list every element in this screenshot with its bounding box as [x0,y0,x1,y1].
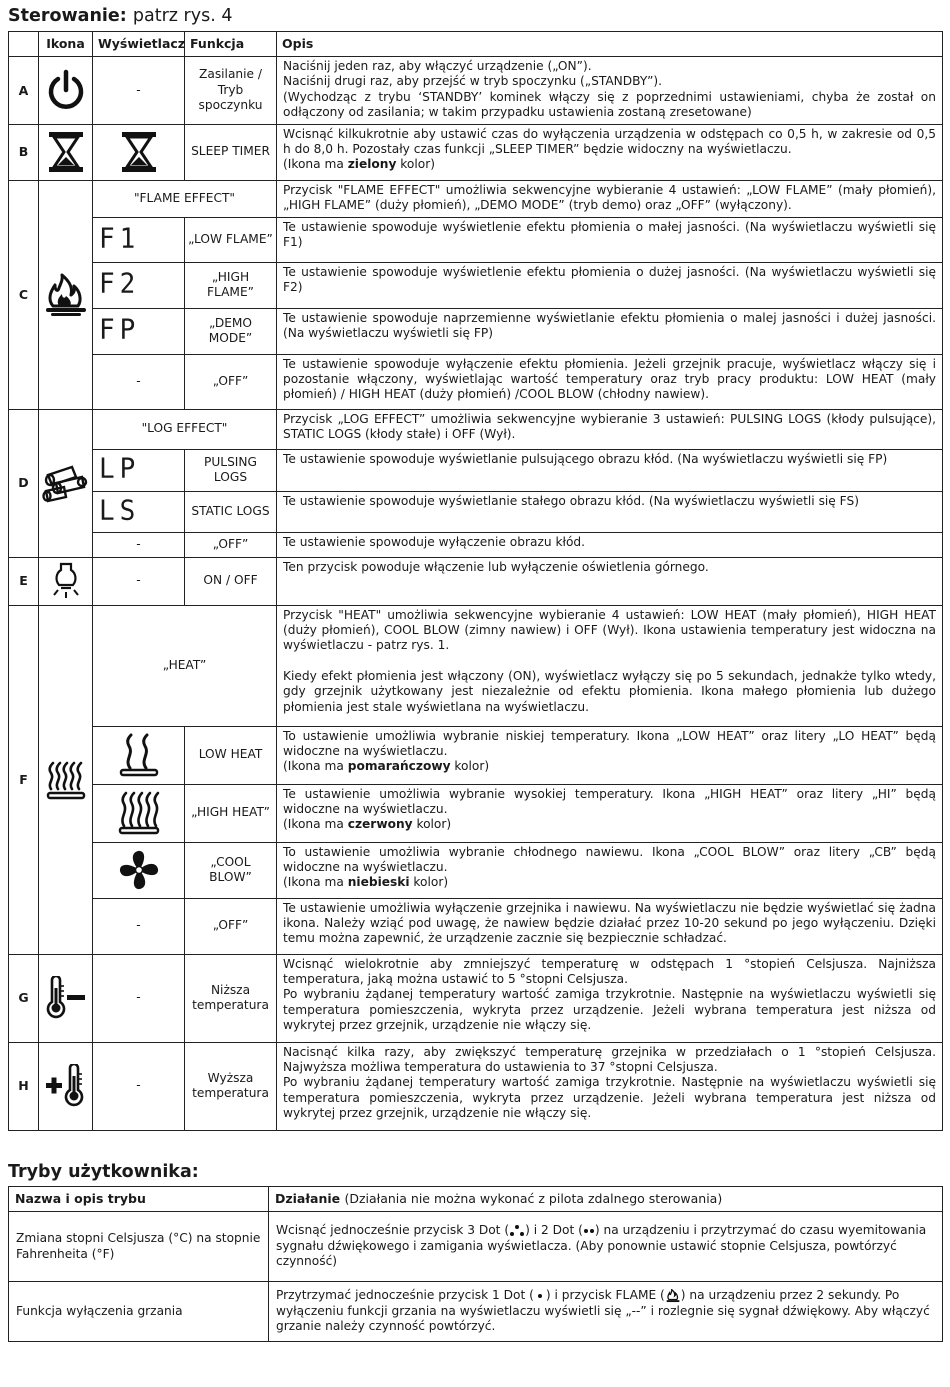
display-value: F2 [93,261,185,309]
function-label: „HIGH HEAT” [185,784,277,842]
description: To ustawienie umożliwia wybranie chłodnego nawiewu. Ikona „COOL BLOW” oraz litery „CB” będą widoczne na wyświetlaczu. (Ikona ma niebieski kolor) [277,842,943,898]
row-d-lp [9,449,943,491]
mode-row-heat-off [9,1282,943,1342]
function-label: „DEMO MODE” [185,308,277,354]
description: Wcisnąć wielokrotnie aby zmniejszyć temperaturę w odstępach 1 °stopień Celsjusza. Najniższa temperatura, jaką można ustawić to 5 °stopni Celsjusza. Po wybraniu żądanej temperatury wartość zamiga trzykrotnie. Następnie na wyświetlaczu wyświetli się temperatura pomieszczenia, wykryta przez urządzenie. Jeżeli wybrana temperatura jest niższa od wykrytej przez grzejnik, urządzenie nie włączy się. [277,954,943,1042]
three-dot-icon [509,1225,525,1237]
display-value: - [93,354,185,409]
modes-heading: Tryby użytkownika: [8,1162,199,1182]
row-d-ls [9,491,943,532]
display-value: - [93,1042,185,1130]
col-mode-name: Nazwa i opis trybu [9,1187,269,1212]
function-label: „OFF” [185,354,277,409]
description: Naciśnij jeden raz, aby włączyć urządzenie („ON”). Naciśnij drugi raz, aby przejść w tryb spoczynku („STANDBY”). (Wychodząc z trybu ‘STANDBY’ kominek włączy się z poprzednimi ustawieniami, chyba że został on odłączony od zasilania; w takim przypadku ustawienia zostaną zresetowane) [277,57,943,125]
display-value: - [93,557,185,605]
thermometer-plus-icon [39,1042,93,1130]
mode-name: Funkcja wyłączenia grzania [9,1282,269,1342]
row-c-fp [9,308,943,354]
controls-table [8,31,943,1131]
description: Te ustawienie spowoduje wyświetlenie efektu płomienia o małej jasności. (Na wyświetlaczu wyświetli się F1) [277,217,943,262]
description: To ustawienie umożliwia wybranie niskiej temperatury. Ikona „LOW HEAT” oraz litery „LO HEAT” będą widoczne na wyświetlaczu. (Ikona ma pomarańczowy kolor) [277,726,943,784]
row-d-title [9,409,943,449]
function-label: STATIC LOGS [185,491,277,532]
header-row [9,32,943,57]
mode-action: Przytrzymać jednocześnie przycisk 1 Dot ( ) i przycisk FLAME ( ) na urządzeniu przez 2 sekundy. Po wyłączeniu funkcji grzania na wyświetlaczu wyświetli się „--” i rozlegnie się sygnał dźwiękowy. Aby włączyć grzanie należy czynność powtórzyć. [269,1282,943,1342]
row-letter: B [9,124,39,180]
controls-heading: Sterowanie: patrz rys. 4 [8,6,233,26]
modes-header-row [9,1187,943,1212]
thermometer-minus-icon [39,954,93,1042]
heat-icon [39,605,93,954]
description: Te ustawienie spowoduje wyświetlanie stałego obrazu kłód. (Na wyświetlaczu wyświetli się FS) [277,491,943,532]
modes-table [8,1186,943,1342]
description: Te ustawienie spowoduje naprzemienne wyświetlanie efektu płomienia o malej jasności i dużej jasności. (Na wyświetlaczu wyświetli się FP) [277,308,943,354]
power-icon [39,57,93,125]
row-g [9,954,943,1042]
row-a [9,57,943,125]
function-label: „COOL BLOW” [185,842,277,898]
function-label: „HEAT” [93,605,277,726]
hourglass-icon [39,124,93,180]
row-d-off [9,532,943,557]
row-letter: E [9,557,39,605]
row-letter: D [9,409,39,557]
mode-action: Wcisnąć jednocześnie przycisk 3 Dot ( ) i 2 Dot ( ) na urządzeniu i przytrzymać do czasu wyemitowania sygnału dźwiękowego i zamigania wyświetlacza. (Aby ponownie ustawić stopnie Celsjusza, powtórzyć czynność) [269,1212,943,1282]
col-display: Wyświetlacz [93,32,185,57]
light-bulb-icon [39,557,93,605]
logs-icon [39,409,93,557]
row-f-high [9,784,943,842]
description: Przycisk "FLAME EFFECT" umożliwia sekwencyjne wybieranie 4 ustawień: „LOW FLAME” (mały płomień), „HIGH FLAME” (duży płomień), „DEMO MODE” (tryb demo) oraz „OFF” (wyłączony). [277,180,943,217]
description: Te ustawienie spowoduje wyłączenie efektu płomienia. Jeżeli grzejnik pracuje, wyświetlacz włączy się i pozostanie włączony, wyświetlając wartość temperatury oraz tryb pracy produktu: LOW HEAT (mały płomień) / HIGH HEAT (duży płomień) /COOL BLOW (chłodny nawiew). [277,354,943,409]
row-f-off [9,898,943,954]
row-letter: A [9,57,39,125]
row-c-title [9,180,943,217]
function-label: "LOG EFFECT" [93,409,277,449]
row-letter: G [9,954,39,1042]
description: Te ustawienie umożliwia wybranie wysokiej temperatury. Ikona „HIGH HEAT” oraz litery „HI” będą widoczne na wyświetlaczu. (Ikona ma czerwony kolor) [277,784,943,842]
function-label: "FLAME EFFECT" [93,180,277,217]
display-value: F1 [93,216,185,263]
hourglass-icon [93,124,185,180]
row-letter: F [9,605,39,954]
function-label: SLEEP TIMER [185,124,277,180]
flame-icon [665,1288,681,1302]
fan-icon [93,842,185,898]
high-heat-icon [93,784,185,842]
row-c-f1 [9,217,943,262]
row-e [9,557,943,605]
row-c-f2 [9,262,943,308]
description: Te ustawienie spowoduje wyświetlenie efektu płomienia o dużej jasności. (Na wyświetlaczu wyświetli się F2) [277,262,943,308]
one-dot-icon [534,1288,546,1302]
display-value: - [93,954,185,1042]
description: Te ustawienie spowoduje wyłączenie obrazu kłód. [277,532,943,557]
description: Te ustawienie umożliwia wyłączenie grzejnika i nawiewu. Na wyświetlaczu nie będzie wyświetlać się żadna ikona. Należy wziąć pod uwagę, że nawiew będzie działać przez 10-20 sekund po jego wyłączeniu. Dzięki temu można zapewnić, że urządzenie zacznie się bezpiecznie schładzać. [277,898,943,954]
row-f-cool [9,842,943,898]
mode-name: Zmiana stopni Celsjusza (°C) na stopnie Fahrenheita (°F) [9,1212,269,1282]
low-heat-icon [93,726,185,784]
function-label: „HIGH FLAME” [185,262,277,308]
function-label: ON / OFF [185,557,277,605]
function-label: „LOW FLAME” [185,217,277,262]
col-function: Funkcja [185,32,277,57]
function-label: „OFF” [185,898,277,954]
function-label: LOW HEAT [185,726,277,784]
function-label: Zasilanie / Tryb spoczynku [185,57,277,125]
row-letter: C [9,180,39,409]
description: Ten przycisk powoduje włączenie lub wyłączenie oświetlenia górnego. [277,557,943,605]
display-value: FP [93,307,185,355]
display-value: LP [93,448,185,492]
col-action: Działanie (Działania nie można wykonać z pilota zdalnego sterowania) [269,1187,943,1212]
display-value: - [93,532,185,557]
row-b [9,124,943,180]
display-value: - [93,57,185,125]
function-label: Niższa temperatura [185,954,277,1042]
description: Przycisk "HEAT" umożliwia sekwencyjne wybieranie 4 ustawień: LOW HEAT (mały płomień), HIGH HEAT (duży płomień), COOL BLOW (zimny nawiew) i OFF (Wył). Ikona ustawienia temperatury jest widoczna na wyświetlaczu - patrz rys. 1. Kiedy efekt płomienia jest włączony (ON), wyświetlacz wyłączy się po 5 sekundach, jednakże tylko wtedy, gdy grzejnik użytkowany jest niezależnie od efektu płomienia. Ikona małego płomienia lub dużego płomienia jest stale wyświetlana na wyświetlaczu. [277,605,943,726]
description: Nacisnąć kilka razy, aby zwiększyć temperaturę grzejnika w przedziałach o 1 °stopień Celsjusza. Najwyższa możliwa temperatura do ustawienia to 37 °stopni Celsjusza. Po wybraniu żądanej temperatury wartość zamiga trzykrotnie. Następnie na wyświetlaczu wyświetli się temperatura pomieszczenia, wykryta przez urządzenie. Jeżeli wybrana temperatura jest niższa od wykrytej przez grzejnik, urządzenie nie włączy się. [277,1042,943,1130]
function-label: Wyższa temperatura [185,1042,277,1130]
row-f-title [9,605,943,726]
display-value: LS [93,490,185,533]
two-dot-icon [583,1223,595,1237]
function-label: PULSING LOGS [185,449,277,491]
row-f-low [9,726,943,784]
col-description: Opis [277,32,943,57]
row-c-off [9,354,943,409]
description: Przycisk „LOG EFFECT” umożliwia sekwencyjne wybieranie 3 ustawień: PULSING LOGS (kłody pulsujące), STATIC LOGS (kłody stałe) i OFF (Wył). [277,409,943,449]
flame-icon [39,180,93,409]
description: Wcisnąć kilkukrotnie aby ustawić czas do wyłączenia urządzenia w odstępach co 0,5 h, w zakresie od 0,5 h do 8,0 h. Pozostały czas funkcji „SLEEP TIMER” będzie widoczny na wyświetlaczu. (Ikona ma zielony kolor) [277,124,943,180]
mode-row-unit [9,1212,943,1282]
function-label: „OFF” [185,532,277,557]
col-icon: Ikona [39,32,93,57]
description: Te ustawienie spowoduje wyświetlanie pulsującego obrazu kłód. (Na wyświetlaczu wyświetli się FP) [277,449,943,491]
row-letter: H [9,1042,39,1130]
display-value: - [93,898,185,954]
row-h [9,1042,943,1130]
